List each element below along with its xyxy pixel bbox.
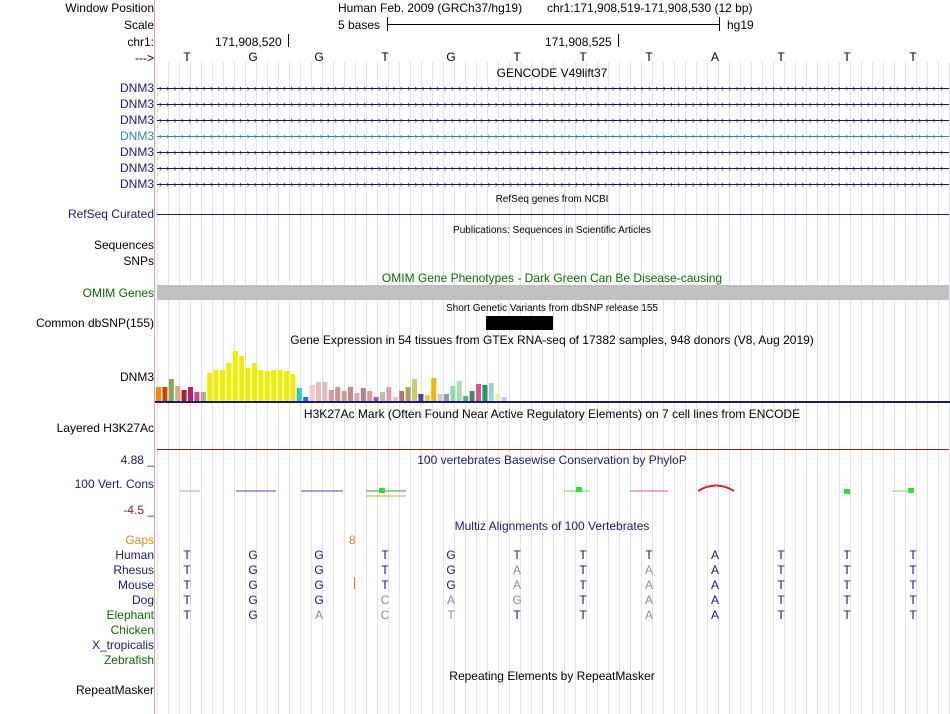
scale-label: Scale	[123, 18, 154, 32]
gtex-tissue-bar	[297, 388, 302, 401]
gtex-tissue-bar	[188, 387, 193, 401]
alignment-base: T	[777, 578, 785, 592]
gtex-tissue-bar	[246, 368, 251, 401]
gtex-tissue-bar	[156, 387, 161, 401]
gencode-gene-label[interactable]: DNM3	[119, 97, 154, 111]
dna-base: T	[645, 50, 653, 64]
gtex-tissue-bar	[310, 385, 315, 401]
gencode-gene-label[interactable]: DNM3	[119, 161, 154, 175]
dna-base: T	[381, 50, 389, 64]
dna-base: T	[909, 50, 917, 64]
alignment-base: T	[843, 548, 851, 562]
alignment-base: T	[579, 548, 587, 562]
gtex-tissue-bar	[226, 363, 231, 401]
dna-base: A	[710, 50, 719, 64]
gtex-tissue-bar	[233, 351, 238, 401]
gencode-transcript[interactable]: › › › › › › › › › › › › › › › › › › › › › › › › › › › › › › › › › › › › › › › › › › › › › › › › › › › › › › › › › › › › › › › › › › › › › › › › › › › › › › › › › › › › › › › › › › › › › › › › › › › › › › › › › › › ›	[157, 88, 949, 89]
h3k27ac-title[interactable]: H3K27Ac Mark (Often Found Near Active Regulatory Elements) on 7 cell lines from ENCODE	[303, 407, 801, 421]
alignment-base: T	[183, 563, 191, 577]
gtex-tissue-bar	[457, 381, 462, 401]
gtex-tissue-bar	[386, 387, 391, 401]
gtex-tissue-bar	[476, 384, 481, 401]
alignment-base: A	[644, 563, 653, 577]
gencode-gene-label[interactable]: DNM3	[119, 113, 154, 127]
dna-base: T	[579, 50, 587, 64]
coord-label-1: 171,908,520	[215, 35, 282, 49]
refseq-title[interactable]: RefSeq genes from NCBI	[495, 194, 609, 205]
coord-tick-2	[618, 34, 619, 47]
alignment-base: G	[248, 578, 258, 592]
assembly-text[interactable]: Human Feb. 2009 (GRCh37/hg19)	[338, 1, 523, 15]
alignment-base: T	[579, 563, 587, 577]
dbsnp-variant-box[interactable]	[486, 316, 553, 330]
gtex-label[interactable]: DNM3	[119, 370, 154, 384]
alignment-base: G	[314, 563, 324, 577]
alignment-base: T	[183, 593, 191, 607]
alignment-base: T	[513, 608, 521, 622]
dna-base: G	[314, 50, 324, 64]
alignment-base: T	[909, 548, 917, 562]
gtex-tissue-bar	[450, 386, 455, 401]
alignment-base: A	[644, 593, 653, 607]
gencode-transcript[interactable]: › › › › › › › › › › › › › › › › › › › › › › › › › › › › › › › › › › › › › › › › › › › › › › › › › › › › › › › › › › › › › › › › › › › › › › › › › › › › › › › › › › › › › › › › › › › › › › › › › › › › › › › › › › › ›	[157, 136, 949, 137]
omim-title[interactable]: OMIM Gene Phenotypes - Dark Green Can Be Disease-causing	[381, 271, 723, 285]
alignment-base: T	[579, 578, 587, 592]
gtex-tissue-bar	[182, 390, 187, 401]
window-position-label: Window Position	[65, 1, 154, 15]
multiz-title[interactable]: Multiz Alignments of 100 Vertebrates	[454, 519, 650, 533]
scale-db: hg19	[727, 18, 754, 32]
coord-tick-1	[288, 34, 289, 47]
gencode-transcript[interactable]: › › › › › › › › › › › › › › › › › › › › › › › › › › › › › › › › › › › › › › › › › › › › › › › › › › › › › › › › › › › › › › › › › › › › › › › › › › › › › › › › › › › › › › › › › › › › › › › › › › › › › › › › › › › ›	[157, 168, 949, 169]
alignment-base: A	[710, 548, 719, 562]
gtex-tissue-bar	[482, 385, 487, 401]
alignment-base: T	[381, 563, 389, 577]
species-label[interactable]: Zebrafish	[103, 653, 154, 667]
gtex-tissue-bar	[258, 370, 263, 401]
species-label[interactable]: Mouse	[117, 578, 154, 592]
gtex-tissue-bar	[322, 382, 327, 401]
alignment-base: T	[183, 548, 191, 562]
species-label[interactable]: Elephant	[106, 608, 154, 622]
alignment-base: T	[909, 593, 917, 607]
gtex-tissue-bar	[425, 395, 430, 401]
refseq-gene-line[interactable]	[157, 214, 949, 215]
gtex-tissue-bar	[290, 374, 295, 401]
species-label[interactable]: Human	[115, 548, 154, 562]
alignment-base: T	[579, 593, 587, 607]
gtex-tissue-bar	[406, 387, 411, 401]
phylop-max-label: 4.88 _	[120, 453, 154, 467]
alignment-base: G	[446, 578, 456, 592]
alignment-base: A	[710, 578, 719, 592]
gtex-tissue-bar	[444, 394, 449, 401]
gencode-transcript[interactable]: › › › › › › › › › › › › › › › › › › › › › › › › › › › › › › › › › › › › › › › › › › › › › › › › › › › › › › › › › › › › › › › › › › › › › › › › › › › › › › › › › › › › › › › › › › › › › › › › › › › › › › › › › › › ›	[157, 184, 949, 185]
gtex-tissue-bar	[374, 397, 379, 401]
alignment-base: G	[248, 548, 258, 562]
alignment-base: G	[248, 563, 258, 577]
alignment-base: T	[909, 563, 917, 577]
phylop-score-block	[379, 488, 385, 493]
alignment-base: G	[314, 578, 324, 592]
dna-base: T	[513, 50, 521, 64]
alignment-base: T	[183, 608, 191, 622]
alignment-base: A	[512, 563, 521, 577]
gencode-gene-label[interactable]: DNM3	[119, 145, 154, 159]
gtex-tissue-bar	[169, 379, 174, 401]
gtex-tissue-bar	[220, 370, 225, 401]
phylop-negative-peak	[698, 486, 734, 492]
gap-marker	[354, 577, 355, 589]
omim-gene-bar[interactable]	[157, 285, 949, 300]
phylop-title[interactable]: 100 vertebrates Basewise Conservation by PhyloP	[417, 453, 687, 467]
phylop-score-block	[844, 489, 850, 494]
gtex-tissue-bar	[252, 363, 257, 401]
alignment-base: T	[777, 593, 785, 607]
chrom-label: chr1:	[127, 35, 154, 49]
gtex-tissue-bar	[194, 392, 199, 401]
refseq-label[interactable]: RefSeq Curated	[67, 207, 154, 221]
gtex-tissue-bar	[354, 393, 359, 401]
alignment-base: G	[446, 548, 456, 562]
omim-label[interactable]: OMIM Genes	[82, 286, 154, 300]
gtex-tissue-bar	[214, 370, 219, 401]
dbsnp-label[interactable]: Common dbSNP(155)	[35, 316, 154, 330]
repeatmasker-title[interactable]: Repeating Elements by RepeatMasker	[449, 669, 655, 683]
gtex-tissue-bar	[367, 391, 372, 401]
dna-base: T	[777, 50, 785, 64]
alignment-base: G	[512, 593, 522, 607]
gtex-tissue-bar	[342, 391, 347, 401]
scale-bar	[387, 17, 720, 31]
alignment-base: A	[314, 608, 323, 622]
gtex-tissue-bar	[399, 391, 404, 401]
gtex-tissue-bar	[162, 387, 167, 401]
alignment-base: T	[909, 608, 917, 622]
gtex-tissue-bar	[278, 370, 283, 401]
alignment-base: T	[777, 563, 785, 577]
alignment-base: C	[380, 608, 390, 622]
alignment-base: T	[843, 593, 851, 607]
dbsnp-title[interactable]: Short Genetic Variants from dbSNP release 155	[446, 303, 658, 314]
gtex-tissue-bar	[348, 387, 353, 401]
alignment-base: A	[710, 593, 719, 607]
alignment-base: G	[314, 593, 324, 607]
publications-title[interactable]: Publications: Sequences in Scientific Articles	[453, 225, 651, 236]
coord-label-2: 171,908,525	[545, 35, 612, 49]
phylop-min-label: -4.5 _	[123, 503, 154, 517]
alignment-base: T	[381, 578, 389, 592]
gtex-tissue-bar	[393, 397, 398, 401]
dna-base: T	[843, 50, 851, 64]
alignment-base: T	[843, 578, 851, 592]
snps-label[interactable]: SNPs	[123, 254, 154, 268]
dna-sequence-row	[0, 50, 950, 64]
alignment-base: A	[710, 563, 719, 577]
gencode-transcript[interactable]: › › › › › › › › › › › › › › › › › › › › › › › › › › › › › › › › › › › › › › › › › › › › › › › › › › › › › › › › › › › › › › › › › › › › › › › › › › › › › › › › › › › › › › › › › › › › › › › › › › › › › › › › › › › ›	[157, 104, 949, 105]
alignment-base: T	[447, 608, 455, 622]
alignment-base: A	[710, 608, 719, 622]
gtex-tissue-bar	[418, 394, 423, 401]
gencode-gene-label[interactable]: DNM3	[119, 177, 154, 191]
species-label[interactable]: X_tropicalis	[91, 638, 154, 652]
gtex-tissue-bar	[329, 390, 334, 401]
gencode-title[interactable]: GENCODE V49lift37	[496, 66, 608, 80]
gtex-expression-chart[interactable]	[155, 345, 950, 405]
gtex-tissue-bar	[265, 371, 270, 401]
phylop-score-block	[576, 487, 582, 492]
gaps-label[interactable]: Gaps	[125, 533, 154, 547]
repeatmasker-label[interactable]: RepeatMasker	[75, 683, 154, 697]
phylop-score-block	[908, 488, 914, 493]
alignment-base: T	[909, 578, 917, 592]
gencode-transcript[interactable]: › › › › › › › › › › › › › › › › › › › › › › › › › › › › › › › › › › › › › › › › › › › › › › › › › › › › › › › › › › › › › › › › › › › › › › › › › › › › › › › › › › › › › › › › › › › › › › › › › › › › › › › › › › › ›	[157, 152, 949, 153]
alignment-base: C	[380, 593, 390, 607]
gtex-tissue-bar	[207, 373, 212, 401]
gtex-tissue-bar	[201, 392, 206, 401]
gtex-tissue-bar	[438, 394, 443, 401]
gtex-tissue-bar	[361, 388, 366, 401]
gtex-tissue-bar	[335, 387, 340, 401]
alignment-base: G	[248, 593, 258, 607]
gtex-tissue-bar	[470, 391, 475, 401]
alignment-base: G	[248, 608, 258, 622]
gtex-tissue-bar	[175, 386, 180, 401]
position-text[interactable]: chr1:171,908,519-171,908,530 (12 bp)	[547, 1, 753, 15]
gtex-tissue-bar	[431, 378, 436, 401]
strand-label: --->	[135, 51, 154, 65]
alignment-base: T	[381, 548, 389, 562]
alignment-base: T	[777, 608, 785, 622]
scale-text: 5 bases	[338, 18, 381, 32]
gtex-tissue-bar	[239, 356, 244, 401]
species-label[interactable]: Chicken	[110, 623, 154, 637]
sequences-label[interactable]: Sequences	[93, 238, 154, 252]
gap-count: 8	[349, 533, 356, 547]
alignment-base: T	[645, 548, 653, 562]
gtex-tissue-bar	[316, 382, 321, 401]
dna-base: G	[248, 50, 258, 64]
gtex-tissue-bar	[271, 370, 276, 401]
gencode-transcript[interactable]: › › › › › › › › › › › › › › › › › › › › › › › › › › › › › › › › › › › › › › › › › › › › › › › › › › › › › › › › › › › › › › › › › › › › › › › › › › › › › › › › › › › › › › › › › › › › › › › › › › › › › › › › › › › ›	[157, 120, 949, 121]
dna-base: G	[446, 50, 456, 64]
phylop-label[interactable]: 100 Vert. Cons	[74, 477, 154, 491]
species-label[interactable]: Dog	[131, 593, 154, 607]
gtex-tissue-bar	[489, 383, 494, 401]
alignment-base: T	[843, 563, 851, 577]
alignment-base: A	[644, 578, 653, 592]
h3k27ac-label[interactable]: Layered H3K27Ac	[56, 421, 154, 435]
gtex-tissue-bar	[303, 397, 308, 401]
gtex-tissue-bar	[284, 371, 289, 401]
alignment-base: A	[446, 593, 455, 607]
alignment-base: T	[513, 548, 521, 562]
gencode-gene-label[interactable]: DNM3	[119, 81, 154, 95]
alignment-base: A	[512, 578, 521, 592]
alignment-base: T	[777, 548, 785, 562]
phylop-conservation-plot[interactable]	[156, 470, 950, 510]
alignment-base: G	[314, 548, 324, 562]
alignment-base: T	[579, 608, 587, 622]
gencode-gene-label[interactable]: DNM3	[119, 129, 154, 143]
alignment-base: T	[843, 608, 851, 622]
gtex-tissue-bar	[412, 379, 417, 401]
gtex-tissue-bar	[380, 392, 385, 401]
alignment-base: A	[644, 608, 653, 622]
h3k27ac-baseline	[157, 449, 949, 450]
dna-base: T	[183, 50, 191, 64]
gtex-tissue-bar	[495, 394, 500, 401]
alignment-base: G	[446, 563, 456, 577]
gtex-tissue-bar	[502, 397, 507, 401]
alignment-base: T	[183, 578, 191, 592]
species-label[interactable]: Rhesus	[113, 563, 154, 577]
gtex-title[interactable]: Gene Expression in 54 tissues from GTEx RNA-seq of 17382 samples, 948 donors (V8, Aug 2019)	[290, 333, 814, 347]
gtex-tissue-bar	[463, 396, 468, 401]
